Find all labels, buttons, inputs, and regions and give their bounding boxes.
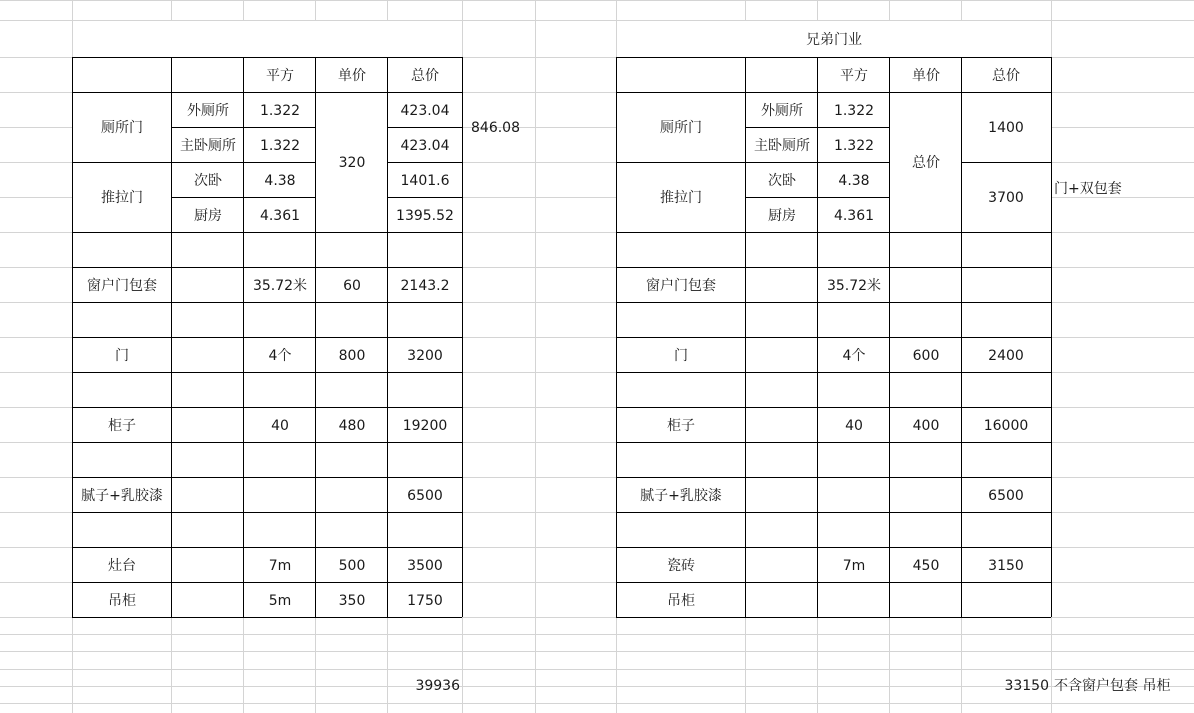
header-area[interactable]: 平方 [266,68,294,84]
cell-cabinet[interactable]: 柜子 [108,418,136,434]
cell-sliding-door[interactable]: 推拉门 [101,190,143,206]
cell-cabinet-price[interactable]: 480 [338,418,366,434]
vendor-title[interactable]: 兄弟门业 [806,32,862,48]
r-header-area[interactable]: 平方 [840,68,868,84]
r-cell-second-bedroom[interactable]: 次卧 [768,173,796,189]
header-unit-price[interactable]: 单价 [338,68,366,84]
cell-side-sum[interactable]: 846.08 [471,120,520,136]
cell-cabinet-total[interactable]: 19200 [402,418,448,434]
r-cell-door-total[interactable]: 2400 [988,348,1024,364]
cell-master-bath[interactable]: 主卧厕所 [180,138,236,154]
cell-door-qty[interactable]: 4个 [268,348,292,364]
cell-window-trim-area[interactable]: 35.72米 [252,278,308,294]
r-cell-window-trim-area[interactable]: 35.72米 [826,278,882,294]
cell-kitchen-area[interactable]: 4.361 [259,208,301,224]
r-cell-cabinet-total[interactable]: 16000 [983,418,1029,434]
cell-cabinet-qty[interactable]: 40 [271,418,289,434]
r-cell-putty[interactable]: 腻子+乳胶漆 [640,488,722,504]
r-cell-outer-bath-area[interactable]: 1.322 [833,103,875,119]
cell-door[interactable]: 门 [115,348,129,364]
cell-stove-total[interactable]: 3500 [407,558,443,574]
r-cell-tile-len[interactable]: 7m [842,558,866,574]
cell-wall-cabinet-total[interactable]: 1750 [407,593,443,609]
cell-master-bath-total[interactable]: 423.04 [400,138,450,154]
r-cell-merged-unit-price[interactable]: 总价 [912,155,940,171]
r-cell-second-bedroom-area[interactable]: 4.38 [838,173,870,189]
cell-grand-total-left[interactable]: 39936 [415,678,460,694]
r-cell-kitchen[interactable]: 厨房 [768,208,796,224]
r-side-note[interactable]: 门+双包套 [1054,181,1122,197]
r-cell-wall-cabinet[interactable]: 吊柜 [667,593,695,609]
r-cell-door-price[interactable]: 600 [912,348,940,364]
r-cell-outer-bath[interactable]: 外厕所 [761,103,803,119]
cell-shared-unit-price[interactable]: 320 [338,155,366,171]
cell-putty[interactable]: 腻子+乳胶漆 [81,488,163,504]
r-cell-tile-price[interactable]: 450 [912,558,940,574]
r-cell-sliding-door[interactable]: 推拉门 [660,190,702,206]
header-total[interactable]: 总价 [411,68,439,84]
cell-wall-cabinet-len[interactable]: 5m [268,593,292,609]
cell-stove-len[interactable]: 7m [268,558,292,574]
r-cell-putty-total[interactable]: 6500 [988,488,1024,504]
cell-door-total[interactable]: 3200 [407,348,443,364]
r-header-total[interactable]: 总价 [992,68,1020,84]
r-cell-cabinet[interactable]: 柜子 [667,418,695,434]
cell-stove-price[interactable]: 500 [338,558,366,574]
cell-window-trim[interactable]: 窗户门包套 [87,278,157,294]
merged-cell [73,21,462,57]
r-cell-bathroom-door[interactable]: 厕所门 [660,120,702,136]
cell-kitchen-total[interactable]: 1395.52 [396,208,454,224]
cell-window-trim-price[interactable]: 60 [343,278,361,294]
r-cell-tile[interactable]: 瓷砖 [667,558,695,574]
r-grand-total[interactable]: 33150 [1004,678,1049,694]
r-cell-tile-total[interactable]: 3150 [988,558,1024,574]
r-cell-kitchen-area[interactable]: 4.361 [833,208,875,224]
r-header-unit-price[interactable]: 单价 [912,68,940,84]
r-cell-door-qty[interactable]: 4个 [842,348,866,364]
cell-putty-total[interactable]: 6500 [407,488,443,504]
cell-stove[interactable]: 灶台 [108,558,136,574]
cell-kitchen[interactable]: 厨房 [194,208,222,224]
r-footnote[interactable]: 不含窗户包套 吊柜 [1054,678,1171,694]
cell-outer-bath-area[interactable]: 1.322 [259,103,301,119]
r-cell-master-bath-area[interactable]: 1.322 [833,138,875,154]
cell-door-price[interactable]: 800 [338,348,366,364]
cell-window-trim-total[interactable]: 2143.2 [400,278,450,294]
r-cell-master-bath[interactable]: 主卧厕所 [754,138,810,154]
r-cell-bath-total[interactable]: 1400 [988,120,1024,136]
r-cell-cabinet-qty[interactable]: 40 [845,418,863,434]
cell-second-bedroom-total[interactable]: 1401.6 [400,173,450,189]
r-cell-window-trim[interactable]: 窗户门包套 [646,278,716,294]
cell-master-bath-area[interactable]: 1.322 [259,138,301,154]
cell-bathroom-door[interactable]: 厕所门 [101,120,143,136]
r-cell-cabinet-price[interactable]: 400 [912,418,940,434]
cell-wall-cabinet[interactable]: 吊柜 [108,593,136,609]
cell-second-bedroom-area[interactable]: 4.38 [264,173,296,189]
cell-wall-cabinet-price[interactable]: 350 [338,593,366,609]
r-cell-door[interactable]: 门 [674,348,688,364]
cell-second-bedroom[interactable]: 次卧 [194,173,222,189]
cell-outer-bath[interactable]: 外厕所 [187,103,229,119]
r-cell-sliding-total[interactable]: 3700 [988,190,1024,206]
cell-outer-bath-total[interactable]: 423.04 [400,103,450,119]
